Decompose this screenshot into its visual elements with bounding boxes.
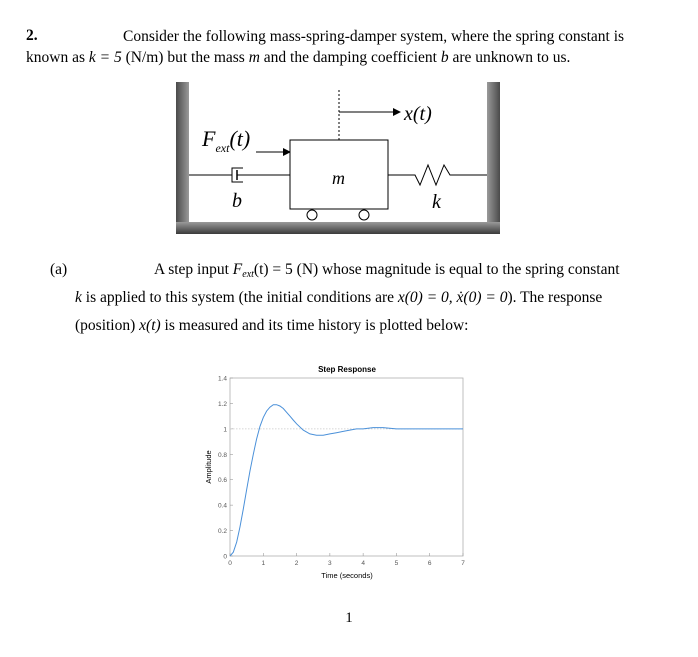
x-axis-label: Time (seconds) bbox=[321, 571, 373, 580]
y-axis-label: Amplitude bbox=[204, 450, 213, 484]
intro-text-2a: known as bbox=[26, 49, 89, 66]
chart-title: Step Response bbox=[318, 365, 376, 374]
x-tick-label: 6 bbox=[427, 560, 432, 567]
x-tick-label: 1 bbox=[261, 560, 266, 567]
intro-b: b bbox=[440, 49, 449, 66]
intro-m: m bbox=[248, 49, 260, 66]
part-a-text-3a: (position) bbox=[75, 317, 140, 334]
part-a-F: F bbox=[232, 261, 243, 278]
y-tick-label: 0.4 bbox=[217, 502, 227, 510]
part-a-text-1b: (t) = 5 (N) whose magnitude is equal to the spring constant bbox=[253, 261, 620, 278]
part-a-k: k bbox=[75, 289, 82, 306]
y-tick-label: 0.2 bbox=[217, 528, 227, 536]
force-label: $F_{ext}(t)$ bbox=[202, 126, 251, 155]
x-tick-label: 4 bbox=[361, 560, 365, 567]
y-tick-label: 1 bbox=[223, 426, 227, 434]
part-a-text-2b: ). The response bbox=[507, 289, 603, 306]
x-tick-label: 7 bbox=[461, 560, 465, 567]
intro-text-1: Consider the following mass-spring-damper system, where the spring constant is bbox=[123, 28, 625, 45]
y-tick-label: 0.6 bbox=[217, 477, 227, 485]
plot-frame bbox=[230, 378, 463, 556]
part-a-text-2a: is applied to this system (the initial conditions are bbox=[81, 289, 398, 306]
part-a-F-sub: ext bbox=[242, 269, 254, 280]
x-tick-label: 2 bbox=[294, 560, 299, 567]
spring-label: k bbox=[432, 191, 441, 213]
problem-number: 2. bbox=[26, 27, 38, 44]
intro-k-value: k = 5 bbox=[88, 49, 122, 66]
part-a-text-1a: A step input bbox=[154, 261, 233, 278]
part-a-x: x(t) bbox=[139, 317, 161, 334]
x-tick-label: 5 bbox=[394, 560, 399, 567]
intro-text-2c: and the damping coefficient bbox=[259, 49, 441, 66]
y-tick-label: 1.4 bbox=[217, 375, 227, 383]
mass-label: m bbox=[332, 168, 345, 188]
position-label: x(t) bbox=[404, 103, 432, 125]
part-a-text-3b: is measured and its time history is plotted below: bbox=[160, 317, 469, 334]
x-tick-label: 3 bbox=[328, 560, 332, 567]
damper-label: b bbox=[232, 190, 242, 212]
part-a-label: (a) bbox=[50, 261, 68, 278]
part-a-initial-conditions: x(0) = 0, ẋ(0) = 0 bbox=[397, 289, 508, 306]
y-tick-label: 0.8 bbox=[217, 451, 227, 459]
intro-text-2d: are unknown to us. bbox=[448, 49, 571, 66]
y-tick-label: 1.2 bbox=[217, 400, 227, 408]
y-tick-label: 0 bbox=[223, 553, 227, 561]
x-tick-label: 0 bbox=[228, 560, 232, 567]
page-number: 1 bbox=[345, 610, 353, 626]
intro-text-2b: (N/m) but the mass bbox=[121, 49, 249, 66]
